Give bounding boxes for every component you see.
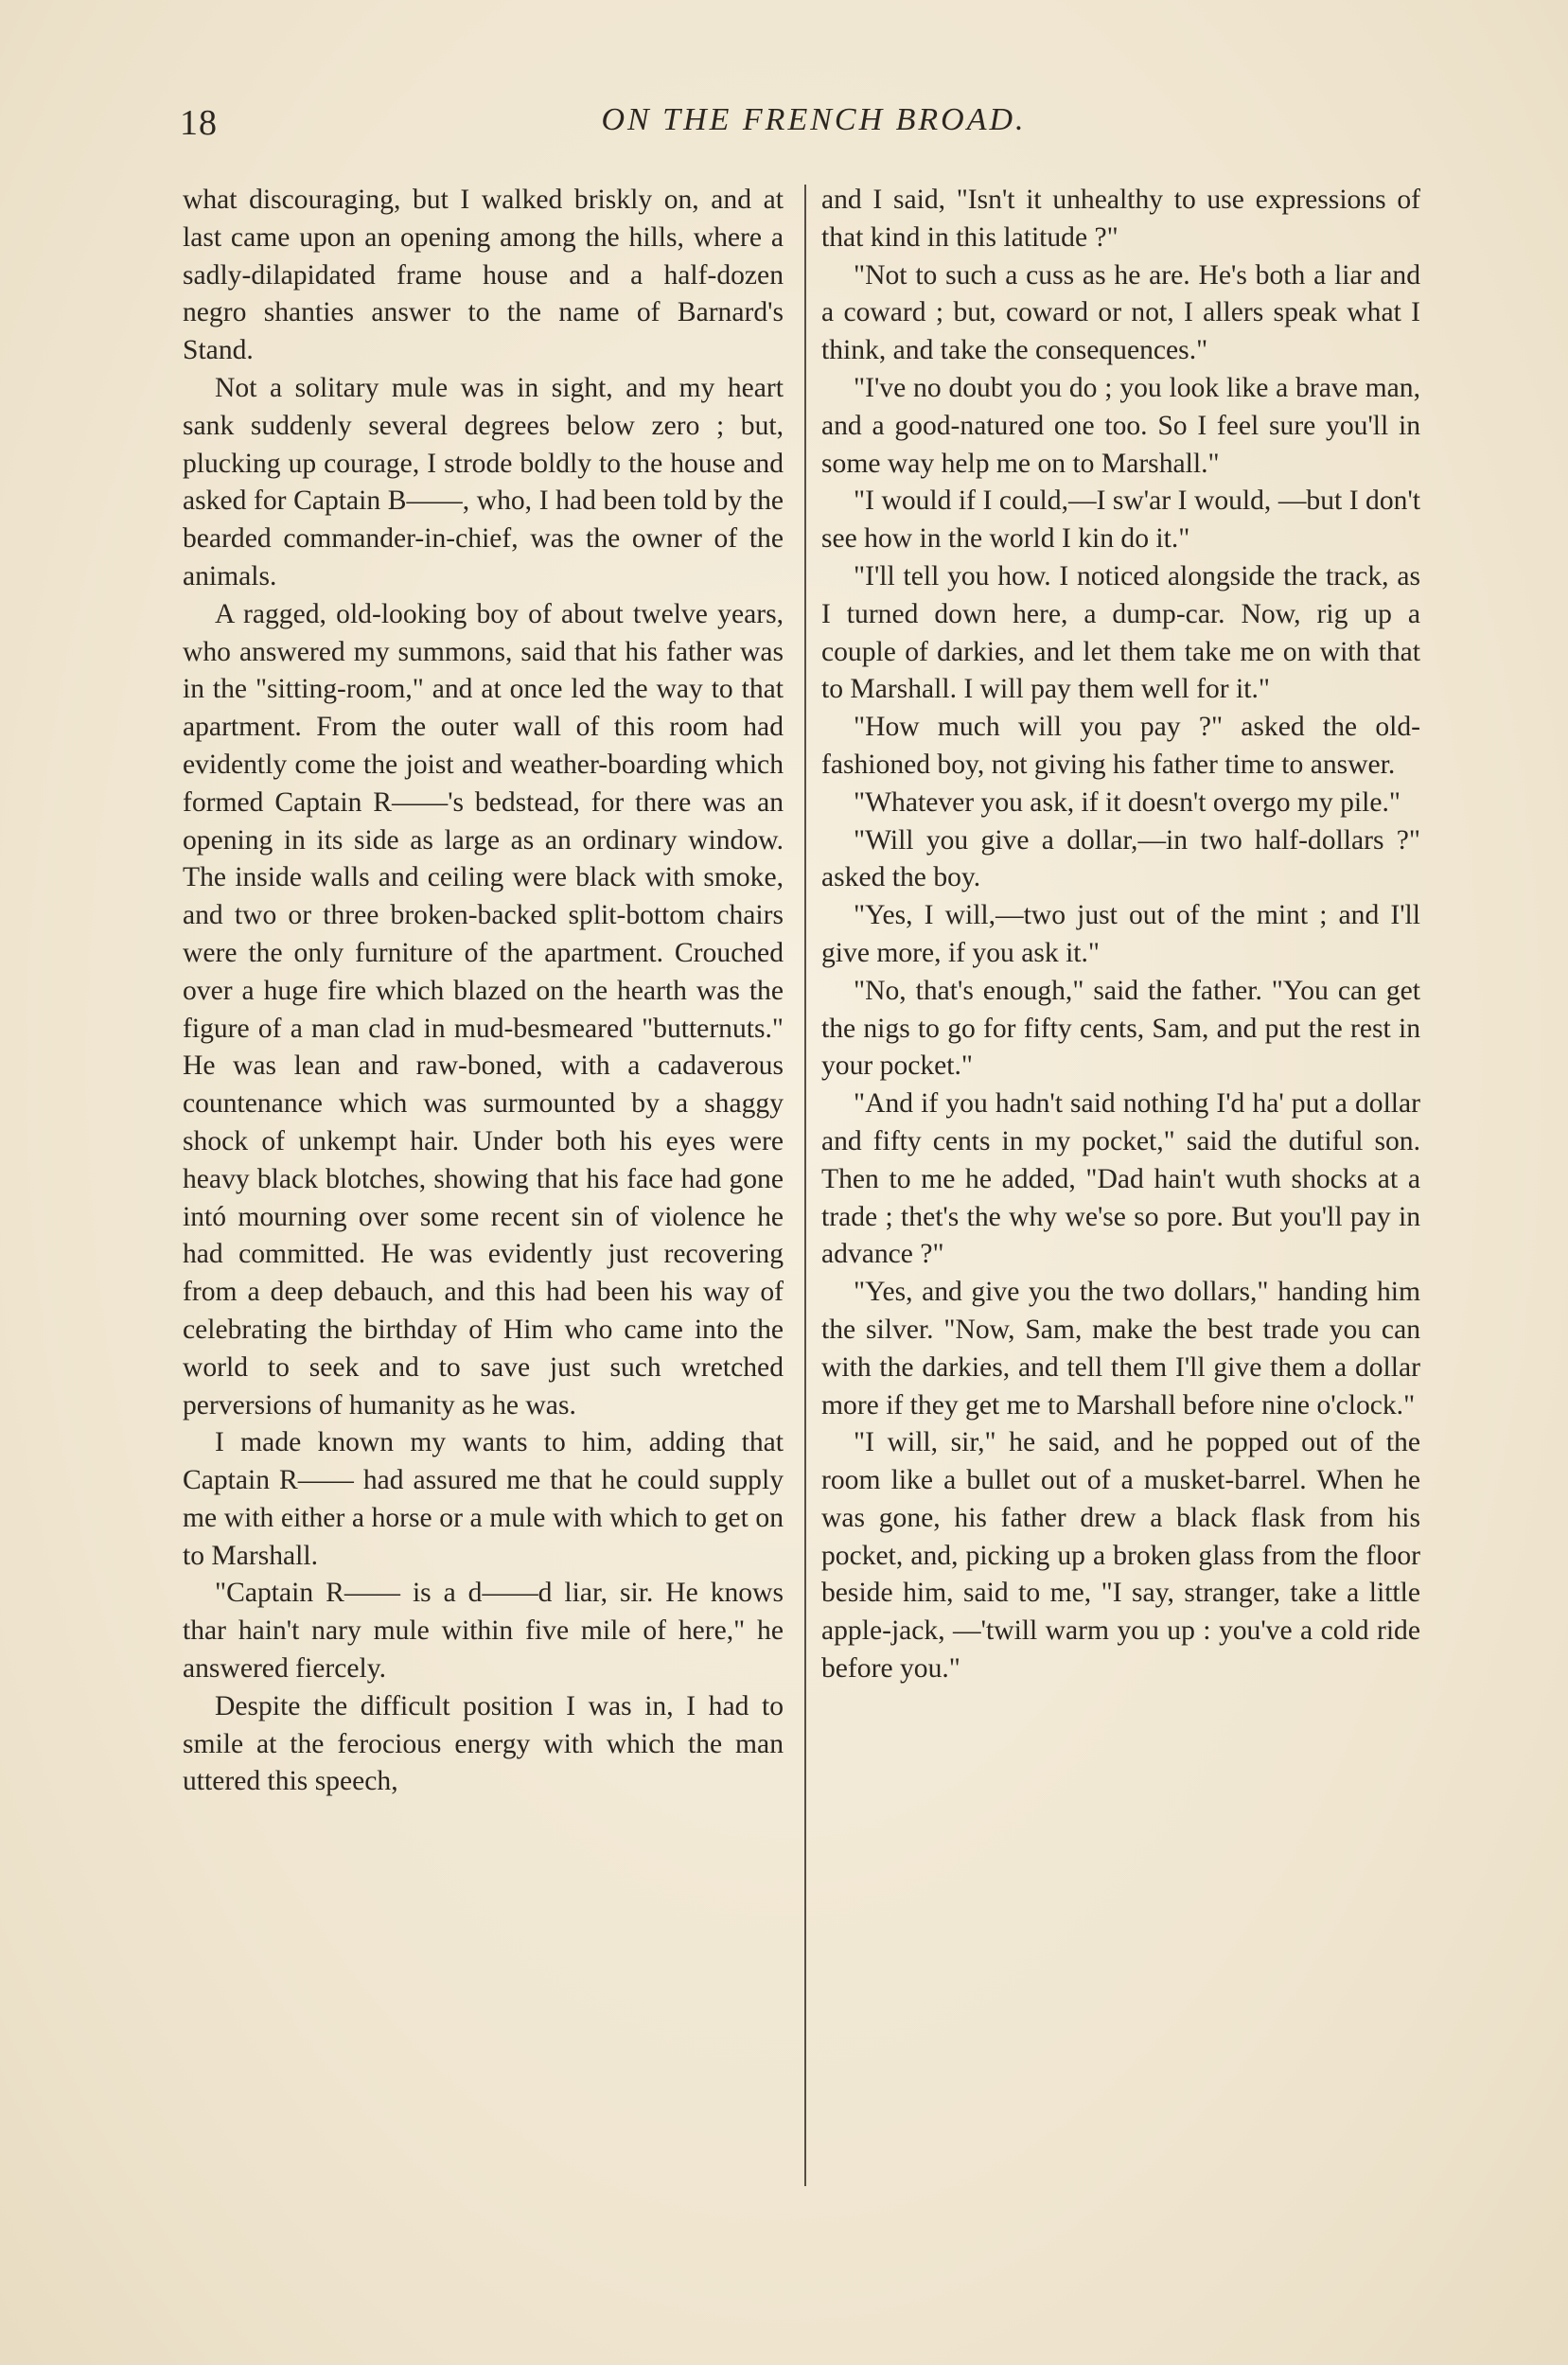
paragraph: A ragged, old-looking boy of about twelve years, who answered my summons, said that his father was in the "sitting-room," and at once led the way to that apartment. From the outer wall of this room had evidently come the joist and weather-boarding which formed Captain R——'s bedstead, for there was an opening in its side as large as an ordinary window. The inside walls and ceiling were black with smoke, and two or three broken-backed split-bottom chairs were the only furniture of the apartment. Crouched over a huge fire which blazed on the hearth was the figure of a man clad in mud-besmeared "butternuts." He was lean and raw-boned, with a cadaverous countenance which was surmounted by a shaggy shock of unkempt hair. Under both his eyes were heavy black blotches, showing that his face had gone intó mourning over some recent sin of violence he had committed. He was evidently just recovering from a deep debauch, and this had been his way of celebrating the birthday of Him who came into the world to seek and to save just such wretched perversions of humanity as he was. xyxy=(183,598,784,1421)
paragraph: "And if you hadn't said nothing I'd ha' put a dollar and fifty cents in my pocket," said the dutiful son. Then to me he added, "Dad hain't wuth shocks at a trade ; thet's the why we'se so pore. But you'll pay in advance ?" xyxy=(821,1088,1420,1270)
paragraph: "Yes, I will,—two just out of the mint ; and I'll give more, if you ask it." xyxy=(821,900,1420,968)
page-number: 18 xyxy=(180,103,218,143)
right-column xyxy=(821,182,1420,1688)
paragraph: "Will you give a dollar,—in two half-dollars ?" asked the boy. xyxy=(821,824,1420,893)
paragraph: "I will, sir," he said, and he popped out of the room like a bullet out of a musket-barrel. When he was gone, his father drew a black flask from his pocket, and, picking up a broken glass from the floor beside him, said to me, "I say, stranger, take a little apple-jack, —'twill warm you up : you've a cold ride before you." xyxy=(821,1427,1420,1685)
paragraph: "I would if I could,—I sw'ar I would, —but I don't see how in the world I kin do it." xyxy=(821,485,1420,555)
paragraph: "Whatever you ask, if it doesn't overgo my pile." xyxy=(854,786,1401,818)
paragraph: Despite the difficult position I was in, I had to smile at the ferocious energy with which the man uttered this speech, xyxy=(183,1690,784,1797)
column-divider xyxy=(804,185,806,2186)
paragraph: "I've no doubt you do ; you look like a brave man, and a good-natured one too. So I feel sure you'll in some way help me on to Marshall." xyxy=(821,372,1420,479)
paragraph: "I'll tell you how. I noticed alongside the track, as I turned down here, a dump-car. Now, rig up a couple of darkies, and let them take me on with that to Marshall. I will pay them well for it." xyxy=(821,560,1420,705)
paragraph: what discouraging, but I walked briskly on, and at last came upon an opening among the hills, where a sadly-dilapidated frame house and a half-dozen negro shanties answer to the name of Barnard's Stand. xyxy=(183,185,784,366)
paragraph: "Captain R—— is a d——d liar, sir. He knows thar hain't nary mule within five mile of here," he answered fiercely. xyxy=(183,1578,784,1685)
paragraph: "No, that's enough," said the father. "You can get the nigs to go for fifty cents, Sam, and put the rest in your pocket." xyxy=(821,975,1420,1082)
running-head xyxy=(180,102,1448,150)
paragraph: Not a solitary mule was in sight, and my heart sank suddenly several degrees below zero ; but, plucking up courage, I strode boldly to the house and asked for Captain B——, who, I had been told by the bearded commander-in-chief, was the owner of the animals. xyxy=(183,372,784,591)
paragraph: "Yes, and give you the two dollars," handing him the silver. "Now, Sam, make the best trade you can with the darkies, and tell them I'll give them a dollar more if they get me to Marshall before nine o'clock." xyxy=(821,1277,1420,1421)
left-column xyxy=(183,182,784,1801)
paragraph: I made known my wants to him, adding that Captain R—— had assured me that he could supply me with either a horse or a mule with which to get on to Marshall. xyxy=(183,1427,784,1571)
paragraph: and I said, "Isn't it unhealthy to use expressions of that kind in this latitude ?" xyxy=(821,185,1420,253)
paragraph: "How much will you pay ?" asked the old-fashioned boy, not giving his father time to answer. xyxy=(821,712,1420,780)
running-title: ON THE FRENCH BROAD. xyxy=(601,102,1027,137)
paragraph: "Not to such a cuss as he are. He's both a liar and a coward ; but, coward or not, I allers speak what I think, and take the consequences." xyxy=(821,259,1420,366)
